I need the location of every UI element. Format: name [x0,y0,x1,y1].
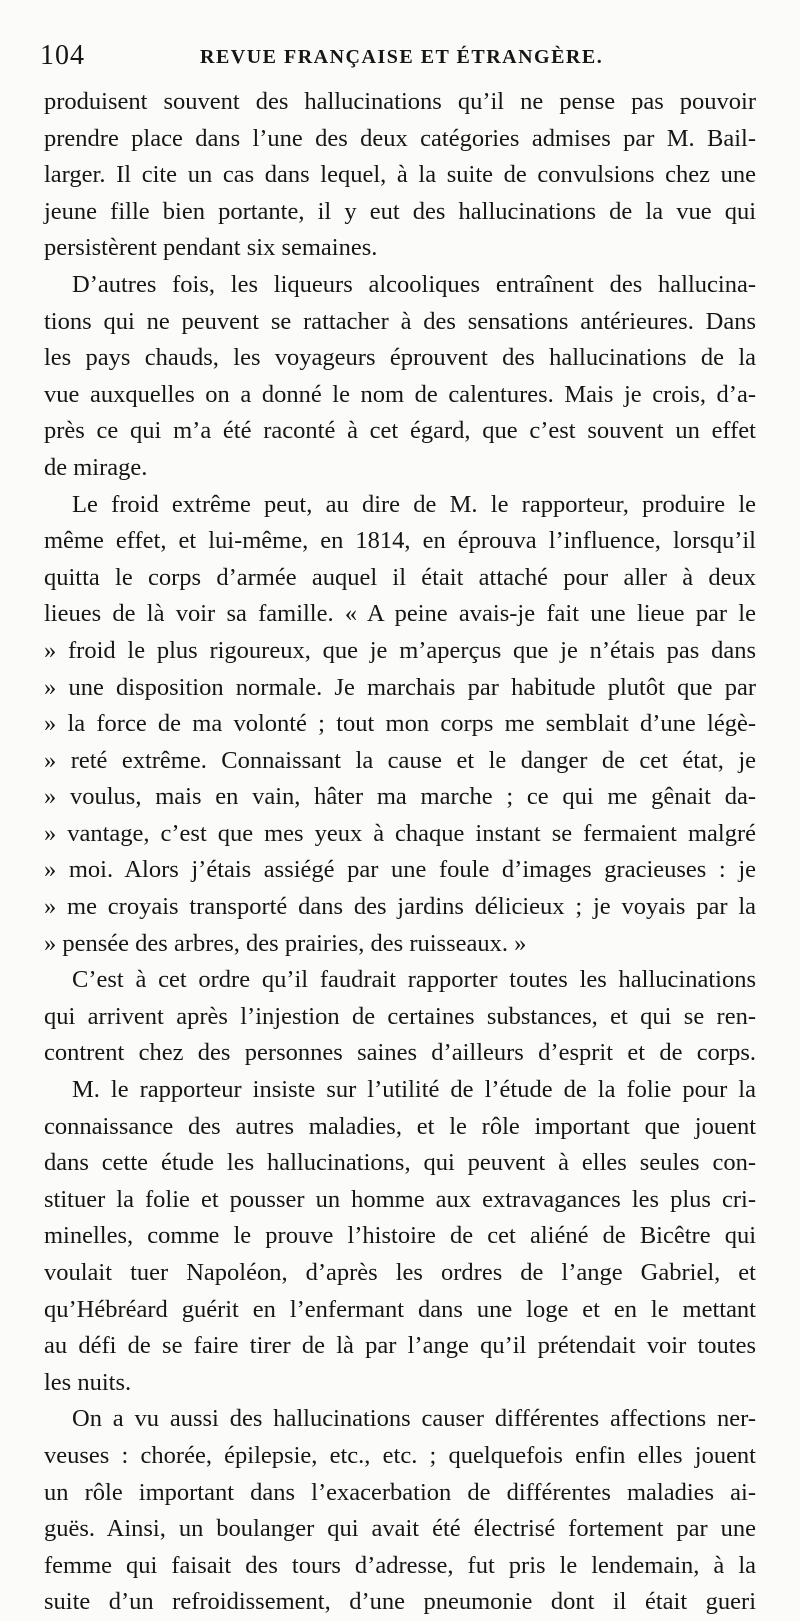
text-line: » pensée des arbres, des prairies, des ruisseaux. » [44,929,527,957]
text-line: jeune fille bien portante, il y eut des hallucinations de la vue qui [44,197,756,225]
text-line: voulait tuer Napoléon, d’après les ordres de l’ange Gabriel, et [44,1259,756,1286]
text-line: C’est à cet ordre qu’il faudrait rapporter toutes les hallucinations [72,966,756,994]
text-line: vue auxquelles on a donné le nom de calentures. Mais je crois, d’a- [44,380,756,408]
page-header [40,40,770,80]
text-line: stituer la folie et pousser un homme aux extravagances les plus cri- [44,1185,756,1213]
text-line: » froid le plus rigoureux, que je m’aperçus que je n’étais pas dans [44,636,756,664]
text-line: » une disposition normale. Je marchais par habitude plutôt que par [44,673,756,701]
text-line: » reté extrême. Connaissant la cause et le danger de cet état, je [44,746,756,774]
text-line: un rôle important dans l’exacerbation de différentes maladies ai- [44,1478,756,1506]
text-line: D’autres fois, les liqueurs alcooliques entraînent des hallucina- [72,270,756,298]
text-line: minelles, comme le prouve l’histoire de cet aliéné de Bicêtre qui [44,1222,756,1250]
text-line: au défi de se faire tirer de là par l’ange qu’il prétendait voir toutes [44,1332,756,1360]
page-number: 104 [40,40,85,71]
text-line: veuses : chorée, épilepsie, etc., etc. ; quelquefois enfin elles jouent [44,1441,756,1469]
text-line: » voulus, mais en vain, hâter ma marche ; ce qui me gênait da- [44,783,756,811]
text-line: » la force de ma volonté ; tout mon corps me semblait d’une légè- [44,710,756,738]
text-line: qu’Hébréard guérit en l’enfermant dans une loge et en le mettant [44,1295,756,1323]
text-line: connaissance des autres maladies, et le rôle important que jouent [44,1112,756,1140]
text-line: dans cette étude les hallucinations, qui peuvent à elles seules con- [44,1149,756,1177]
text-line: » moi. Alors j’étais assiégé par une foule d’images gracieuses : je [44,856,756,884]
text-line: persistèrent pendant six semaines. [44,234,378,262]
text-line: contrent chez des personnes saines d’ailleurs d’esprit et de corps. [44,1039,756,1067]
text-line: Le froid extrême peut, au dire de M. le rapporteur, produire le [72,490,756,518]
text-line: même effet, et lui-même, en 1814, en éprouva l’influence, lorsqu’il [44,527,756,555]
text-line: M. le rapporteur insiste sur l’utilité de l’étude de la folie pour la [72,1076,756,1104]
text-line: produisent souvent des hallucinations qu’il ne pense pas pouvoir [44,88,756,115]
text-line: prendre place dans l’une des deux catégories admises par M. Bail- [44,124,756,152]
text-line: larger. Il cite un cas dans lequel, à la suite de convulsions chez une [44,161,756,189]
text-line: tions qui ne peuvent se rattacher à des sensations antérieures. Dans [44,307,756,335]
text-line: suite d’un refroidissement, d’une pneumonie dont il était gueri [44,1588,756,1616]
text-line: guës. Ainsi, un boulanger qui avait été électrisé fortement par une [44,1515,756,1543]
running-title: REVUE FRANÇAISE ET ÉTRANGÈRE. [200,46,604,68]
text-line: femme qui faisait des tours d’adresse, fut pris le lendemain, à la [44,1551,756,1579]
text-line: lieues de là voir sa famille. « A peine avais-je fait une lieue par le [44,600,756,628]
text-line: près ce qui m’a été raconté à cet égard, que c’est souvent un effet [44,417,756,445]
text-line: » me croyais transporté dans des jardins délicieux ; je voyais par la [44,893,756,921]
text-line: quitta le corps d’armée auquel il était attaché pour aller à deux [44,563,756,591]
body-text [44,84,756,1621]
text-line: qui arrivent après l’injestion de certaines substances, et qui se ren- [44,1002,756,1030]
text-line: » vantage, c’est que mes yeux à chaque instant se fermaient malgré [44,819,756,847]
text-line: On a vu aussi des hallucinations causer différentes affections ner- [72,1405,756,1433]
text-line: les nuits. [44,1368,132,1396]
text-line: de mirage. [44,453,148,481]
text-line: les pays chauds, les voyageurs éprouvent des hallucinations de la [44,344,756,372]
